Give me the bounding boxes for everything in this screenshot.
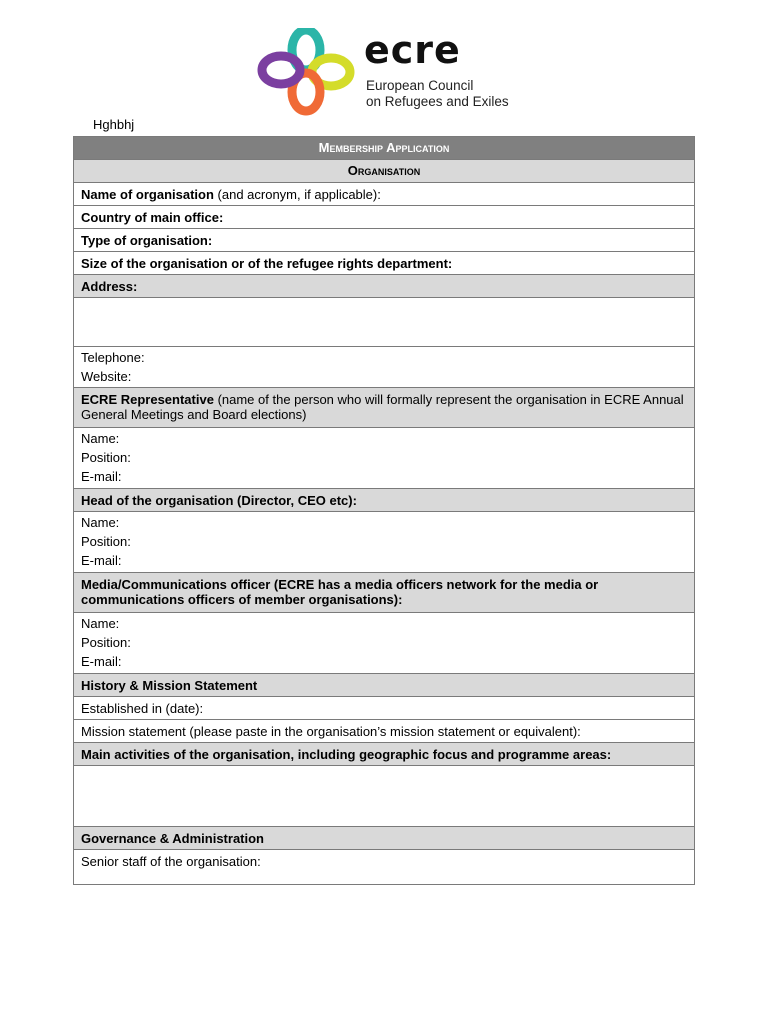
logo-wordmark: ecre <box>364 28 461 72</box>
address-header-row <box>74 275 695 298</box>
section-organisation-row <box>74 160 695 183</box>
media-label: Media/Communications officer (ECRE has a media officers network for the media or communications officers of member organisations): <box>74 573 695 613</box>
rep-header-row <box>74 388 695 428</box>
senior-staff-row[interactable] <box>74 850 695 885</box>
head-header-row <box>74 489 695 512</box>
media-email-label: E-mail: <box>81 654 122 669</box>
country-row[interactable] <box>74 206 695 229</box>
media-header-row <box>74 573 695 613</box>
org-name-label: Name of organisation <box>81 187 214 202</box>
media-position-label: Position: <box>81 635 131 650</box>
head-details-field[interactable] <box>74 512 695 573</box>
history-label: History & Mission Statement <box>74 674 695 697</box>
media-details-field[interactable] <box>74 613 695 674</box>
head-label: Head of the organisation (Director, CEO etc): <box>74 489 695 512</box>
rep-email-label: E-mail: <box>81 469 122 484</box>
activities-header-row <box>74 743 695 766</box>
activities-input-row[interactable] <box>74 766 695 827</box>
logo-subtitle-line2: on Refugees and Exiles <box>366 94 509 109</box>
website-label: Website: <box>81 369 132 384</box>
type-row[interactable] <box>74 229 695 252</box>
rep-details-field[interactable] <box>74 428 695 489</box>
size-field[interactable]: Size of the organisation or of the refugee rights department: <box>74 252 695 275</box>
head-position-label: Position: <box>81 534 131 549</box>
activities-label: Main activities of the organisation, including geographic focus and programme areas: <box>74 743 695 766</box>
org-name-field[interactable] <box>74 183 695 206</box>
senior-staff-field[interactable]: Senior staff of the organisation: <box>74 850 695 885</box>
ecre-logo-icon <box>256 28 356 116</box>
mission-field[interactable]: Mission statement (please paste in the organisation’s mission statement or equivalent): <box>74 720 695 743</box>
governance-header-row <box>74 827 695 850</box>
head-email-label: E-mail: <box>81 553 122 568</box>
governance-label: Governance & Administration <box>74 827 695 850</box>
media-details-row[interactable] <box>74 613 695 674</box>
rep-position-label: Position: <box>81 450 131 465</box>
membership-form <box>73 136 695 885</box>
activities-input[interactable] <box>74 766 695 827</box>
rep-details-row[interactable] <box>74 428 695 489</box>
rep-hint: (name of the person who will formally represent the organisation in ECRE Annual General Meetings and Board elections) <box>81 392 684 422</box>
address-input-row[interactable] <box>74 298 695 347</box>
type-field[interactable]: Type of organisation: <box>74 229 695 252</box>
logo-subtitle <box>366 78 509 110</box>
rep-label: ECRE Representative <box>81 392 214 407</box>
media-name-label: Name: <box>81 616 120 631</box>
established-row[interactable] <box>74 697 695 720</box>
org-name-hint: (and acronym, if applicable): <box>213 187 381 202</box>
form-title: Membership Application <box>74 137 695 160</box>
org-name-row[interactable] <box>74 183 695 206</box>
country-field[interactable]: Country of main office: <box>74 206 695 229</box>
ecre-logo <box>256 28 516 116</box>
logo-subtitle-line1: European Council <box>366 78 474 93</box>
telephone-label: Telephone: <box>81 350 145 365</box>
form-title-row <box>74 137 695 160</box>
section-organisation: Organisation <box>74 160 695 183</box>
mission-row[interactable] <box>74 720 695 743</box>
established-field[interactable]: Established in (date): <box>74 697 695 720</box>
rep-header <box>74 388 695 428</box>
contact-row[interactable] <box>74 347 695 388</box>
head-details-row[interactable] <box>74 512 695 573</box>
address-input[interactable] <box>74 298 695 347</box>
head-name-label: Name: <box>81 515 120 530</box>
size-row[interactable] <box>74 252 695 275</box>
contact-field[interactable] <box>74 347 695 388</box>
address-label: Address: <box>74 275 695 298</box>
history-header-row <box>74 674 695 697</box>
header-note: Hghbhj <box>93 117 135 132</box>
rep-name-label: Name: <box>81 431 120 446</box>
